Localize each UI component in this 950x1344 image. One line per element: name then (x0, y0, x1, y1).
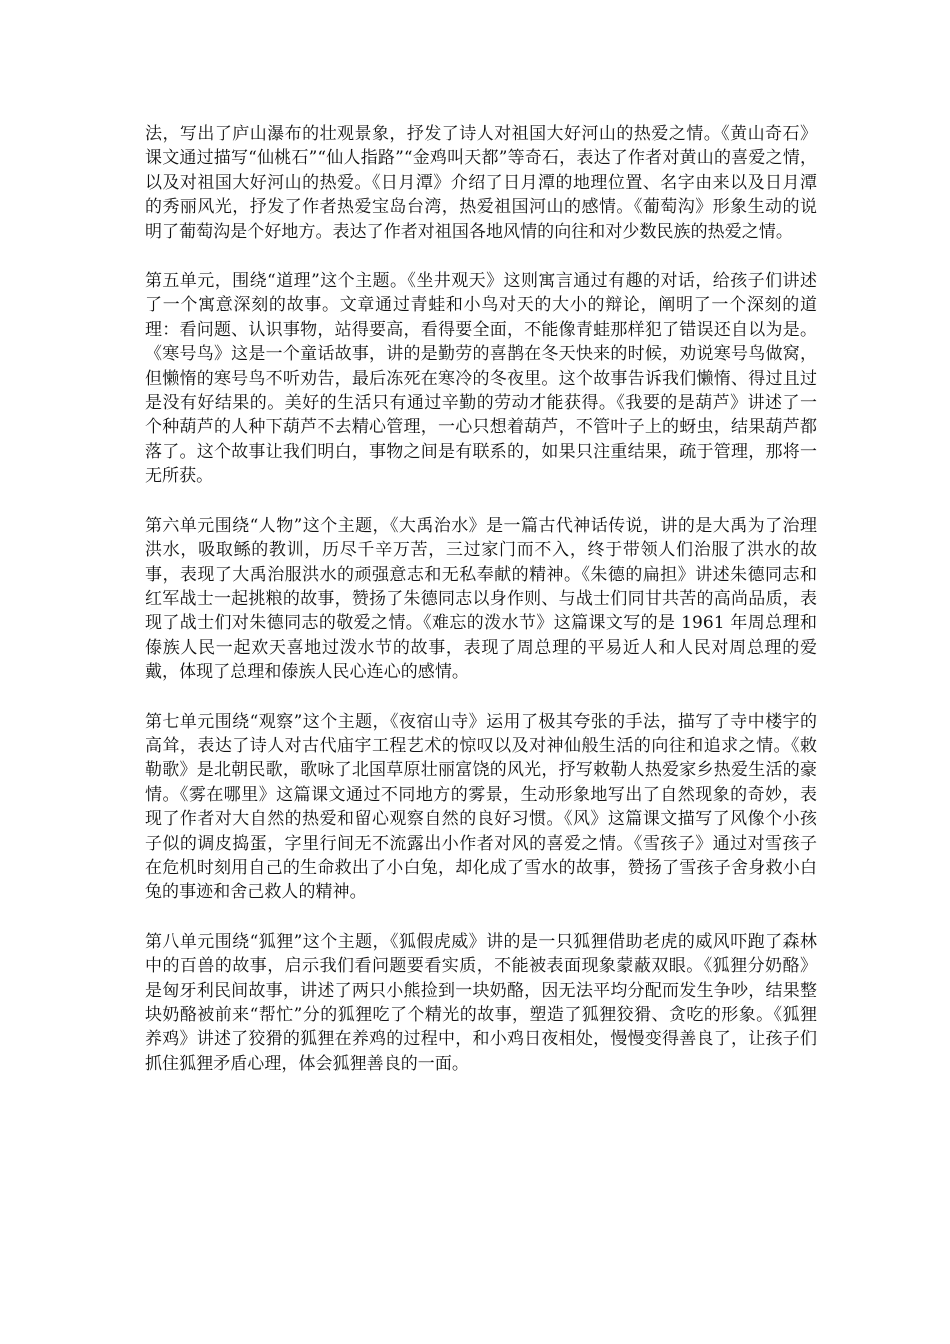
paragraph-unit-4-continued: 法，写出了庐山瀑布的壮观景象，抒发了诗人对祖国大好河山的热爱之情。《黄山奇石》课文通过描写“仙桃石”“仙人指路”“金鸡叫天都”等奇石，表达了作者对黄山的喜爱之情，以及对祖国大好河山的热爱。《日月潭》介绍了日月潭的地理位置、名字由来以及日月潭的秀丽风光，抒发了作者热爱宝岛台湾，热爱祖国河山的感情。《葡萄沟》形象生动的说明了葡萄沟是个好地方。表达了作者对祖国各地风情的向往和对少数民族的热爱之情。 (145, 124, 817, 242)
paragraph-unit-5: 第五单元，围绕“道理”这个主题。《坐井观天》这则寓言通过有趣的对话，给孩子们讲述了一个寓意深刻的故事。文章通过青蛙和小鸟对天的大小的辩论，阐明了一个深刻的道理：看问题、认识事物，站得要高，看得要全面，不能像青蛙那样犯了错误还自以为是。《寒号鸟》这是一个童话故事，讲的是勤劳的喜鹊在冬天快来的时候，劝说寒号鸟做窝，但懒惰的寒号鸟不听劝告，最后冻死在寒冷的冬夜里。这个故事告诉我们懒惰、得过且过是没有好结果的。美好的生活只有通过辛勤的劳动才能获得。《我要的是葫芦》讲述了一个种葫芦的人种下葫芦不去精心管理，一心只想着葫芦，不管叶子上的蚜虫，结果葫芦都落了。这个故事让我们明白，事物之间是有联系的，如果只注重结果，疏于管理，那将一无所获。 (145, 271, 817, 487)
paragraph-unit-8: 第八单元围绕“狐狸”这个主题，《狐假虎威》讲的是一只狐狸借助老虎的威风吓跑了森林中的百兽的故事，启示我们看问题要看实质，不能被表面现象蒙蔽双眼。《狐狸分奶酪》是匈牙利民间故事，讲述了两只小熊捡到一块奶酪，因无法平均分配而发生争吵，结果整块奶酪被前来“帮忙”分的狐狸吃了个精光的故事，塑造了狐狸狡猾、贪吃的形象。《狐狸养鸡》讲述了狡猾的狐狸在养鸡的过程中，和小鸡日夜相处，慢慢变得善良了，让孩子们抓住狐狸矛盾心理，体会狐狸善良的一面。 (145, 931, 817, 1074)
paragraph-unit-7: 第七单元围绕“观察”这个主题，《夜宿山寺》运用了极其夸张的手法，描写了寺中楼宇的高耸，表达了诗人对古代庙宇工程艺术的惊叹以及对神仙般生活的向往和追求之情。《敕勒歌》是北朝民歌，歌咏了北国草原壮丽富饶的风光，抒写敕勒人热爱家乡热爱生活的豪情。《雾在哪里》这篇课文通过不同地方的雾景，生动形象地写出了自然现象的奇妙，表现了作者对大自然的热爱和留心观察自然的良好习惯。《风》这篇课文描写了风像个小孩子似的调皮捣蛋，字里行间无不流露出小作者对风的喜爱之情。《雪孩子》通过对雪孩子在危机时刻用自己的生命救出了小白兔，却化成了雪水的故事，赞扬了雪孩子舍身救小白兔的事迹和舍己救人的精神。 (145, 711, 817, 903)
document-body (145, 122, 817, 1101)
paragraph-unit-6: 第六单元围绕“人物”这个主题，《大禹治水》是一篇古代神话传说，讲的是大禹为了治理洪水，吸取鲧的教训，历尽千辛万苦，三过家门而不入，终于带领人们治服了洪水的故事，表现了大禹治服洪水的顽强意志和无私奉献的精神。《朱德的扁担》讲述朱德同志和红军战士一起挑粮的故事，赞扬了朱德同志以身作则、与战士们同甘共苦的高尚品质，表现了战士们对朱德同志的敬爱之情。《难忘的泼水节》这篇课文写的是 1961 年周总理和傣族人民一起欢天喜地过泼水节的故事，表现了周总理的平易近人和人民对周总理的爱戴，体现了总理和傣族人民心连心的感情。 (145, 515, 817, 683)
